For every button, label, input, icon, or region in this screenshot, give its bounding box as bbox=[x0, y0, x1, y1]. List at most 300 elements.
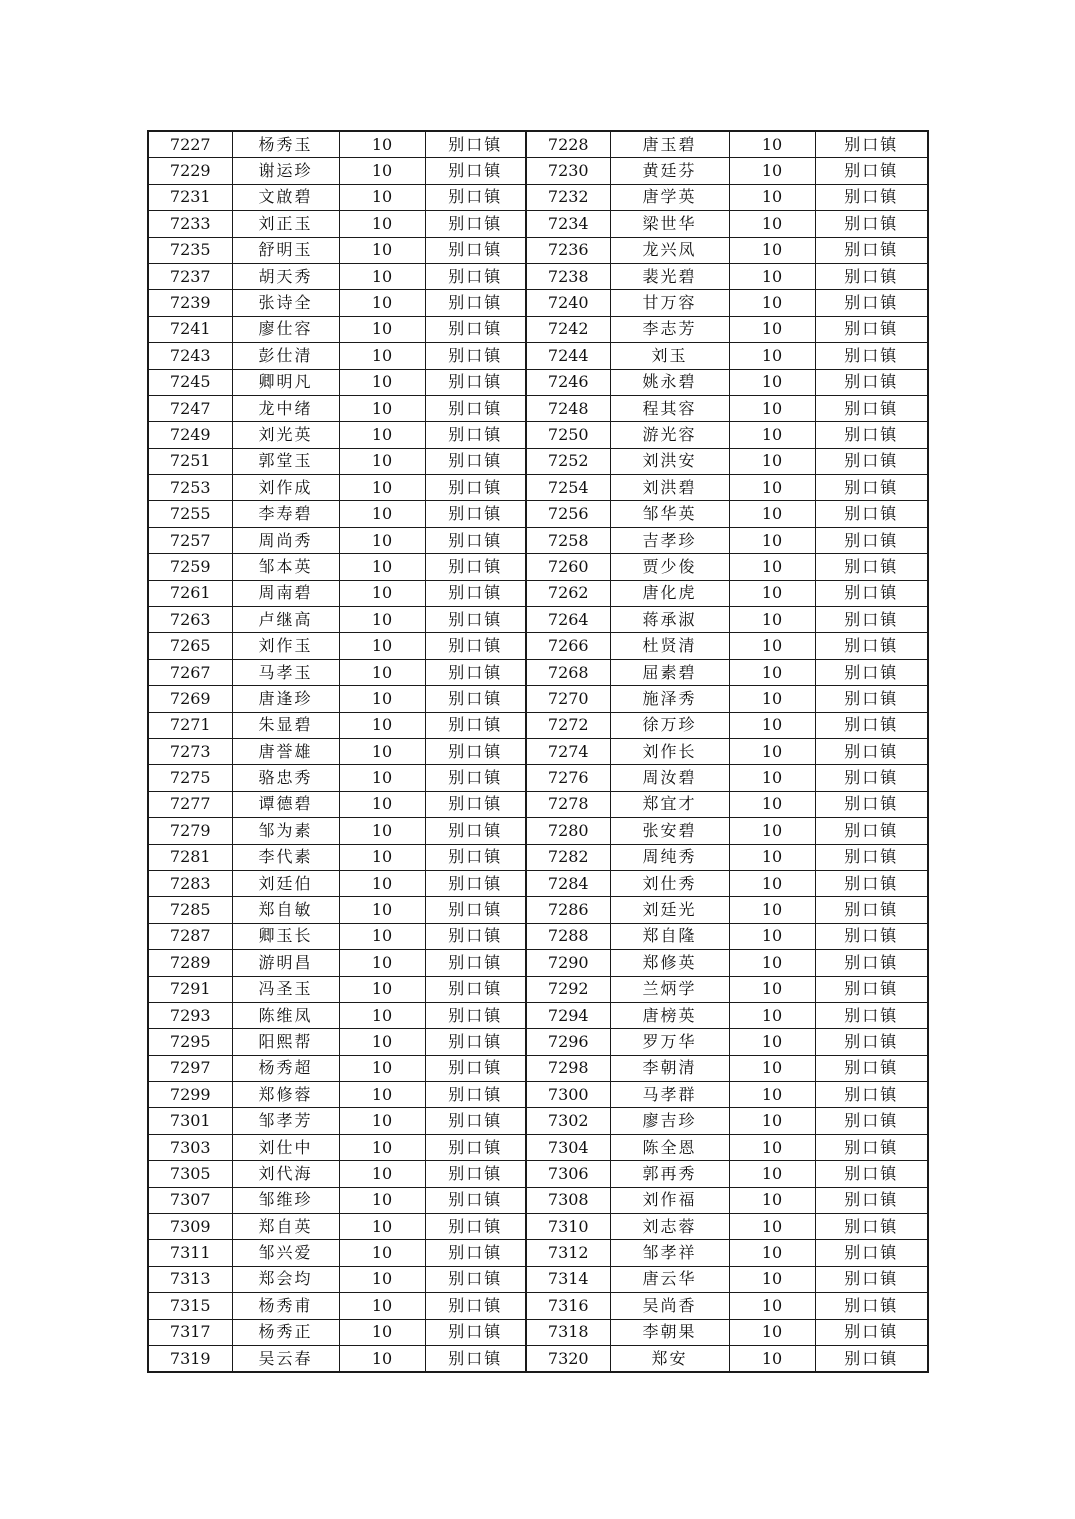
left-name-cell: 阳熙帮 bbox=[232, 1029, 339, 1055]
right-entry-number-cell: 7272 bbox=[526, 712, 610, 738]
table-row bbox=[148, 791, 928, 817]
left-entry-number-cell: 7235 bbox=[148, 237, 232, 263]
right-town-cell: 别口镇 bbox=[815, 950, 928, 976]
left-entry-number-cell: 7305 bbox=[148, 1161, 232, 1187]
left-name-cell: 邹本英 bbox=[232, 554, 339, 580]
left-entry-number-cell: 7243 bbox=[148, 343, 232, 369]
table-row bbox=[148, 1293, 928, 1319]
left-amount-cell: 10 bbox=[339, 369, 425, 395]
right-amount-cell: 10 bbox=[729, 1055, 815, 1081]
table-row bbox=[148, 290, 928, 316]
left-town-cell: 别口镇 bbox=[425, 1319, 526, 1345]
right-town-cell: 别口镇 bbox=[815, 158, 928, 184]
left-name-cell: 周尚秀 bbox=[232, 527, 339, 553]
roster-body bbox=[148, 131, 928, 1372]
right-name-cell: 刘仕秀 bbox=[610, 870, 729, 896]
left-amount-cell: 10 bbox=[339, 870, 425, 896]
left-town-cell: 别口镇 bbox=[425, 1266, 526, 1292]
left-name-cell: 冯圣玉 bbox=[232, 976, 339, 1002]
left-town-cell: 别口镇 bbox=[425, 1187, 526, 1213]
right-entry-number-cell: 7246 bbox=[526, 369, 610, 395]
right-town-cell: 别口镇 bbox=[815, 184, 928, 210]
left-town-cell: 别口镇 bbox=[425, 765, 526, 791]
right-name-cell: 兰炳学 bbox=[610, 976, 729, 1002]
left-name-cell: 谭德碧 bbox=[232, 791, 339, 817]
right-entry-number-cell: 7312 bbox=[526, 1240, 610, 1266]
right-entry-number-cell: 7292 bbox=[526, 976, 610, 1002]
right-town-cell: 别口镇 bbox=[815, 211, 928, 237]
right-name-cell: 郑修英 bbox=[610, 950, 729, 976]
right-name-cell: 屈素碧 bbox=[610, 659, 729, 685]
right-name-cell: 梁世华 bbox=[610, 211, 729, 237]
left-name-cell: 李寿碧 bbox=[232, 501, 339, 527]
left-name-cell: 谢运珍 bbox=[232, 158, 339, 184]
table-row bbox=[148, 1214, 928, 1240]
left-town-cell: 别口镇 bbox=[425, 791, 526, 817]
table-row bbox=[148, 475, 928, 501]
left-town-cell: 别口镇 bbox=[425, 422, 526, 448]
right-name-cell: 贾少俊 bbox=[610, 554, 729, 580]
right-amount-cell: 10 bbox=[729, 897, 815, 923]
right-amount-cell: 10 bbox=[729, 369, 815, 395]
right-entry-number-cell: 7314 bbox=[526, 1266, 610, 1292]
right-name-cell: 吴尚香 bbox=[610, 1293, 729, 1319]
right-name-cell: 李朝果 bbox=[610, 1319, 729, 1345]
left-amount-cell: 10 bbox=[339, 712, 425, 738]
left-name-cell: 彭仕清 bbox=[232, 343, 339, 369]
right-amount-cell: 10 bbox=[729, 1293, 815, 1319]
left-amount-cell: 10 bbox=[339, 158, 425, 184]
right-amount-cell: 10 bbox=[729, 1240, 815, 1266]
left-name-cell: 朱显碧 bbox=[232, 712, 339, 738]
table-row bbox=[148, 580, 928, 606]
table-row bbox=[148, 184, 928, 210]
left-name-cell: 郑修蓉 bbox=[232, 1082, 339, 1108]
right-amount-cell: 10 bbox=[729, 211, 815, 237]
left-town-cell: 别口镇 bbox=[425, 738, 526, 764]
right-amount-cell: 10 bbox=[729, 501, 815, 527]
right-entry-number-cell: 7236 bbox=[526, 237, 610, 263]
right-name-cell: 邹孝祥 bbox=[610, 1240, 729, 1266]
left-town-cell: 别口镇 bbox=[425, 184, 526, 210]
left-name-cell: 唐誉雄 bbox=[232, 738, 339, 764]
right-entry-number-cell: 7286 bbox=[526, 897, 610, 923]
right-name-cell: 姚永碧 bbox=[610, 369, 729, 395]
left-amount-cell: 10 bbox=[339, 184, 425, 210]
left-amount-cell: 10 bbox=[339, 1266, 425, 1292]
right-amount-cell: 10 bbox=[729, 870, 815, 896]
left-entry-number-cell: 7311 bbox=[148, 1240, 232, 1266]
right-entry-number-cell: 7302 bbox=[526, 1108, 610, 1134]
left-entry-number-cell: 7271 bbox=[148, 712, 232, 738]
right-amount-cell: 10 bbox=[729, 976, 815, 1002]
left-name-cell: 唐逢珍 bbox=[232, 686, 339, 712]
left-name-cell: 游明昌 bbox=[232, 950, 339, 976]
right-town-cell: 别口镇 bbox=[815, 1055, 928, 1081]
left-name-cell: 骆忠秀 bbox=[232, 765, 339, 791]
left-amount-cell: 10 bbox=[339, 395, 425, 421]
right-name-cell: 游光容 bbox=[610, 422, 729, 448]
table-row bbox=[148, 738, 928, 764]
left-town-cell: 别口镇 bbox=[425, 1293, 526, 1319]
right-name-cell: 廖吉珍 bbox=[610, 1108, 729, 1134]
right-town-cell: 别口镇 bbox=[815, 1319, 928, 1345]
left-name-cell: 杨秀甫 bbox=[232, 1293, 339, 1319]
table-row bbox=[148, 343, 928, 369]
right-town-cell: 别口镇 bbox=[815, 554, 928, 580]
left-entry-number-cell: 7267 bbox=[148, 659, 232, 685]
left-amount-cell: 10 bbox=[339, 1319, 425, 1345]
right-name-cell: 蒋承淑 bbox=[610, 607, 729, 633]
left-amount-cell: 10 bbox=[339, 501, 425, 527]
right-name-cell: 唐榜英 bbox=[610, 1002, 729, 1028]
right-town-cell: 别口镇 bbox=[815, 607, 928, 633]
left-amount-cell: 10 bbox=[339, 818, 425, 844]
left-amount-cell: 10 bbox=[339, 1345, 425, 1372]
left-name-cell: 刘代海 bbox=[232, 1161, 339, 1187]
right-name-cell: 刘洪安 bbox=[610, 448, 729, 474]
table-row bbox=[148, 158, 928, 184]
roster-table bbox=[147, 130, 929, 1373]
right-entry-number-cell: 7238 bbox=[526, 263, 610, 289]
table-row bbox=[148, 1187, 928, 1213]
right-name-cell: 郑安 bbox=[610, 1345, 729, 1372]
right-amount-cell: 10 bbox=[729, 1029, 815, 1055]
right-town-cell: 别口镇 bbox=[815, 343, 928, 369]
left-amount-cell: 10 bbox=[339, 897, 425, 923]
left-name-cell: 卢继高 bbox=[232, 607, 339, 633]
left-town-cell: 别口镇 bbox=[425, 976, 526, 1002]
left-entry-number-cell: 7257 bbox=[148, 527, 232, 553]
left-town-cell: 别口镇 bbox=[425, 659, 526, 685]
right-amount-cell: 10 bbox=[729, 343, 815, 369]
right-amount-cell: 10 bbox=[729, 633, 815, 659]
left-entry-number-cell: 7251 bbox=[148, 448, 232, 474]
right-town-cell: 别口镇 bbox=[815, 844, 928, 870]
right-name-cell: 李志芳 bbox=[610, 316, 729, 342]
table-row bbox=[148, 316, 928, 342]
left-town-cell: 别口镇 bbox=[425, 1345, 526, 1372]
right-amount-cell: 10 bbox=[729, 1108, 815, 1134]
left-entry-number-cell: 7241 bbox=[148, 316, 232, 342]
right-town-cell: 别口镇 bbox=[815, 870, 928, 896]
left-name-cell: 邹孝芳 bbox=[232, 1108, 339, 1134]
right-name-cell: 徐万珍 bbox=[610, 712, 729, 738]
right-entry-number-cell: 7290 bbox=[526, 950, 610, 976]
left-entry-number-cell: 7273 bbox=[148, 738, 232, 764]
right-amount-cell: 10 bbox=[729, 316, 815, 342]
table-row bbox=[148, 422, 928, 448]
right-town-cell: 别口镇 bbox=[815, 1345, 928, 1372]
left-amount-cell: 10 bbox=[339, 1240, 425, 1266]
left-amount-cell: 10 bbox=[339, 343, 425, 369]
right-town-cell: 别口镇 bbox=[815, 1187, 928, 1213]
left-town-cell: 别口镇 bbox=[425, 712, 526, 738]
right-town-cell: 别口镇 bbox=[815, 475, 928, 501]
left-name-cell: 刘作成 bbox=[232, 475, 339, 501]
left-entry-number-cell: 7233 bbox=[148, 211, 232, 237]
right-name-cell: 罗万华 bbox=[610, 1029, 729, 1055]
right-town-cell: 别口镇 bbox=[815, 1161, 928, 1187]
right-town-cell: 别口镇 bbox=[815, 237, 928, 263]
left-entry-number-cell: 7303 bbox=[148, 1134, 232, 1160]
left-entry-number-cell: 7291 bbox=[148, 976, 232, 1002]
left-amount-cell: 10 bbox=[339, 633, 425, 659]
left-amount-cell: 10 bbox=[339, 1161, 425, 1187]
table-row bbox=[148, 1108, 928, 1134]
right-amount-cell: 10 bbox=[729, 448, 815, 474]
left-entry-number-cell: 7285 bbox=[148, 897, 232, 923]
right-entry-number-cell: 7310 bbox=[526, 1214, 610, 1240]
right-town-cell: 别口镇 bbox=[815, 501, 928, 527]
left-town-cell: 别口镇 bbox=[425, 1029, 526, 1055]
right-entry-number-cell: 7318 bbox=[526, 1319, 610, 1345]
right-amount-cell: 10 bbox=[729, 1266, 815, 1292]
right-town-cell: 别口镇 bbox=[815, 395, 928, 421]
right-name-cell: 郭再秀 bbox=[610, 1161, 729, 1187]
left-amount-cell: 10 bbox=[339, 976, 425, 1002]
table-row bbox=[148, 1082, 928, 1108]
right-name-cell: 马孝群 bbox=[610, 1082, 729, 1108]
table-row bbox=[148, 844, 928, 870]
right-town-cell: 别口镇 bbox=[815, 712, 928, 738]
left-name-cell: 龙中绪 bbox=[232, 395, 339, 421]
left-town-cell: 别口镇 bbox=[425, 1161, 526, 1187]
right-amount-cell: 10 bbox=[729, 131, 815, 158]
right-amount-cell: 10 bbox=[729, 712, 815, 738]
right-name-cell: 施泽秀 bbox=[610, 686, 729, 712]
left-entry-number-cell: 7269 bbox=[148, 686, 232, 712]
left-amount-cell: 10 bbox=[339, 686, 425, 712]
right-town-cell: 别口镇 bbox=[815, 765, 928, 791]
left-name-cell: 杨秀正 bbox=[232, 1319, 339, 1345]
right-town-cell: 别口镇 bbox=[815, 1214, 928, 1240]
left-entry-number-cell: 7227 bbox=[148, 131, 232, 158]
left-entry-number-cell: 7229 bbox=[148, 158, 232, 184]
table-row bbox=[148, 1161, 928, 1187]
left-amount-cell: 10 bbox=[339, 422, 425, 448]
right-amount-cell: 10 bbox=[729, 818, 815, 844]
right-amount-cell: 10 bbox=[729, 738, 815, 764]
right-amount-cell: 10 bbox=[729, 1134, 815, 1160]
table-row bbox=[148, 369, 928, 395]
left-name-cell: 廖仕容 bbox=[232, 316, 339, 342]
table-row bbox=[148, 237, 928, 263]
right-amount-cell: 10 bbox=[729, 923, 815, 949]
right-town-cell: 别口镇 bbox=[815, 633, 928, 659]
left-town-cell: 别口镇 bbox=[425, 1134, 526, 1160]
right-amount-cell: 10 bbox=[729, 1161, 815, 1187]
right-entry-number-cell: 7250 bbox=[526, 422, 610, 448]
left-amount-cell: 10 bbox=[339, 237, 425, 263]
left-town-cell: 别口镇 bbox=[425, 950, 526, 976]
left-town-cell: 别口镇 bbox=[425, 554, 526, 580]
left-entry-number-cell: 7247 bbox=[148, 395, 232, 421]
right-name-cell: 杜贤清 bbox=[610, 633, 729, 659]
right-amount-cell: 10 bbox=[729, 290, 815, 316]
right-amount-cell: 10 bbox=[729, 607, 815, 633]
left-town-cell: 别口镇 bbox=[425, 395, 526, 421]
left-town-cell: 别口镇 bbox=[425, 844, 526, 870]
left-town-cell: 别口镇 bbox=[425, 1055, 526, 1081]
left-town-cell: 别口镇 bbox=[425, 897, 526, 923]
right-entry-number-cell: 7316 bbox=[526, 1293, 610, 1319]
right-town-cell: 别口镇 bbox=[815, 1002, 928, 1028]
left-amount-cell: 10 bbox=[339, 475, 425, 501]
left-amount-cell: 10 bbox=[339, 1214, 425, 1240]
table-row bbox=[148, 395, 928, 421]
left-entry-number-cell: 7299 bbox=[148, 1082, 232, 1108]
left-town-cell: 别口镇 bbox=[425, 633, 526, 659]
right-entry-number-cell: 7282 bbox=[526, 844, 610, 870]
right-town-cell: 别口镇 bbox=[815, 422, 928, 448]
left-name-cell: 邹为素 bbox=[232, 818, 339, 844]
left-name-cell: 杨秀超 bbox=[232, 1055, 339, 1081]
table-row bbox=[148, 1319, 928, 1345]
right-town-cell: 别口镇 bbox=[815, 923, 928, 949]
right-entry-number-cell: 7300 bbox=[526, 1082, 610, 1108]
right-town-cell: 别口镇 bbox=[815, 818, 928, 844]
table-row bbox=[148, 554, 928, 580]
left-town-cell: 别口镇 bbox=[425, 1002, 526, 1028]
right-entry-number-cell: 7264 bbox=[526, 607, 610, 633]
right-amount-cell: 10 bbox=[729, 263, 815, 289]
table-row bbox=[148, 923, 928, 949]
right-entry-number-cell: 7240 bbox=[526, 290, 610, 316]
right-town-cell: 别口镇 bbox=[815, 1266, 928, 1292]
left-name-cell: 刘作玉 bbox=[232, 633, 339, 659]
left-name-cell: 周南碧 bbox=[232, 580, 339, 606]
left-name-cell: 杨秀玉 bbox=[232, 131, 339, 158]
table-row bbox=[148, 527, 928, 553]
right-amount-cell: 10 bbox=[729, 1319, 815, 1345]
right-entry-number-cell: 7260 bbox=[526, 554, 610, 580]
left-amount-cell: 10 bbox=[339, 738, 425, 764]
left-name-cell: 吴云春 bbox=[232, 1345, 339, 1372]
right-name-cell: 陈全恩 bbox=[610, 1134, 729, 1160]
right-entry-number-cell: 7248 bbox=[526, 395, 610, 421]
left-amount-cell: 10 bbox=[339, 263, 425, 289]
left-amount-cell: 10 bbox=[339, 765, 425, 791]
right-town-cell: 别口镇 bbox=[815, 1293, 928, 1319]
right-amount-cell: 10 bbox=[729, 844, 815, 870]
left-amount-cell: 10 bbox=[339, 290, 425, 316]
left-entry-number-cell: 7289 bbox=[148, 950, 232, 976]
right-entry-number-cell: 7256 bbox=[526, 501, 610, 527]
left-amount-cell: 10 bbox=[339, 211, 425, 237]
left-amount-cell: 10 bbox=[339, 316, 425, 342]
right-name-cell: 周纯秀 bbox=[610, 844, 729, 870]
right-entry-number-cell: 7276 bbox=[526, 765, 610, 791]
left-town-cell: 别口镇 bbox=[425, 237, 526, 263]
left-entry-number-cell: 7319 bbox=[148, 1345, 232, 1372]
right-name-cell: 吉孝珍 bbox=[610, 527, 729, 553]
left-entry-number-cell: 7283 bbox=[148, 870, 232, 896]
right-amount-cell: 10 bbox=[729, 237, 815, 263]
left-name-cell: 文啟碧 bbox=[232, 184, 339, 210]
right-town-cell: 别口镇 bbox=[815, 1240, 928, 1266]
right-name-cell: 唐化虎 bbox=[610, 580, 729, 606]
right-town-cell: 别口镇 bbox=[815, 316, 928, 342]
table-row bbox=[148, 950, 928, 976]
right-entry-number-cell: 7280 bbox=[526, 818, 610, 844]
left-town-cell: 别口镇 bbox=[425, 501, 526, 527]
left-entry-number-cell: 7313 bbox=[148, 1266, 232, 1292]
table-row bbox=[148, 1266, 928, 1292]
right-amount-cell: 10 bbox=[729, 1002, 815, 1028]
right-entry-number-cell: 7298 bbox=[526, 1055, 610, 1081]
left-amount-cell: 10 bbox=[339, 1187, 425, 1213]
right-entry-number-cell: 7232 bbox=[526, 184, 610, 210]
right-amount-cell: 10 bbox=[729, 475, 815, 501]
right-name-cell: 郑宜才 bbox=[610, 791, 729, 817]
table-row bbox=[148, 870, 928, 896]
left-town-cell: 别口镇 bbox=[425, 580, 526, 606]
right-name-cell: 甘万容 bbox=[610, 290, 729, 316]
left-name-cell: 邹维珍 bbox=[232, 1187, 339, 1213]
left-town-cell: 别口镇 bbox=[425, 475, 526, 501]
left-entry-number-cell: 7239 bbox=[148, 290, 232, 316]
left-town-cell: 别口镇 bbox=[425, 870, 526, 896]
table-row bbox=[148, 765, 928, 791]
left-name-cell: 刘正玉 bbox=[232, 211, 339, 237]
right-entry-number-cell: 7234 bbox=[526, 211, 610, 237]
left-amount-cell: 10 bbox=[339, 1134, 425, 1160]
left-town-cell: 别口镇 bbox=[425, 607, 526, 633]
right-entry-number-cell: 7296 bbox=[526, 1029, 610, 1055]
right-town-cell: 别口镇 bbox=[815, 369, 928, 395]
table-row bbox=[148, 131, 928, 158]
table-row bbox=[148, 1134, 928, 1160]
left-town-cell: 别口镇 bbox=[425, 211, 526, 237]
table-row bbox=[148, 1002, 928, 1028]
left-town-cell: 别口镇 bbox=[425, 1082, 526, 1108]
right-name-cell: 黄廷芬 bbox=[610, 158, 729, 184]
left-name-cell: 李代素 bbox=[232, 844, 339, 870]
left-town-cell: 别口镇 bbox=[425, 1240, 526, 1266]
left-name-cell: 郑自英 bbox=[232, 1214, 339, 1240]
right-town-cell: 别口镇 bbox=[815, 290, 928, 316]
left-entry-number-cell: 7259 bbox=[148, 554, 232, 580]
left-name-cell: 邹兴爱 bbox=[232, 1240, 339, 1266]
right-amount-cell: 10 bbox=[729, 1345, 815, 1372]
left-entry-number-cell: 7275 bbox=[148, 765, 232, 791]
table-row bbox=[148, 712, 928, 738]
right-town-cell: 别口镇 bbox=[815, 131, 928, 158]
right-town-cell: 别口镇 bbox=[815, 1108, 928, 1134]
right-town-cell: 别口镇 bbox=[815, 448, 928, 474]
left-town-cell: 别口镇 bbox=[425, 923, 526, 949]
right-amount-cell: 10 bbox=[729, 1082, 815, 1108]
left-amount-cell: 10 bbox=[339, 580, 425, 606]
left-town-cell: 别口镇 bbox=[425, 1214, 526, 1240]
right-town-cell: 别口镇 bbox=[815, 791, 928, 817]
left-amount-cell: 10 bbox=[339, 448, 425, 474]
left-entry-number-cell: 7287 bbox=[148, 923, 232, 949]
right-amount-cell: 10 bbox=[729, 158, 815, 184]
right-amount-cell: 10 bbox=[729, 686, 815, 712]
right-name-cell: 裴光碧 bbox=[610, 263, 729, 289]
left-name-cell: 卿玉长 bbox=[232, 923, 339, 949]
table-row bbox=[148, 501, 928, 527]
left-amount-cell: 10 bbox=[339, 1082, 425, 1108]
left-entry-number-cell: 7317 bbox=[148, 1319, 232, 1345]
table-row bbox=[148, 607, 928, 633]
left-town-cell: 别口镇 bbox=[425, 1108, 526, 1134]
left-entry-number-cell: 7297 bbox=[148, 1055, 232, 1081]
table-row bbox=[148, 818, 928, 844]
left-entry-number-cell: 7231 bbox=[148, 184, 232, 210]
